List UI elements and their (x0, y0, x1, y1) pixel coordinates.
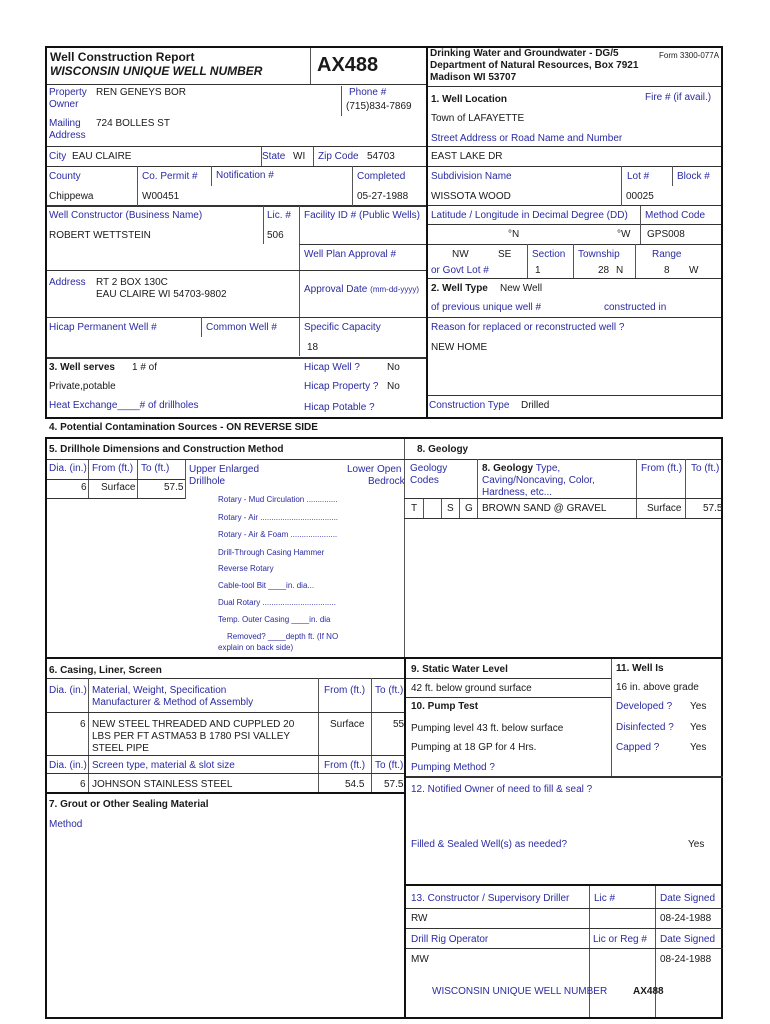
latlong-label: Latitude / Longitude in Decimal Degree (DD) (431, 210, 628, 221)
street-label: Street Address or Road Name and Number (431, 133, 623, 144)
lower-open-label: Lower Open (347, 464, 402, 475)
state-value: WI (293, 151, 306, 162)
county-value: Chippewa (49, 191, 94, 202)
township-label: Township (578, 249, 620, 260)
geology-description: BROWN SAND @ GRAVEL (482, 503, 607, 514)
geology-desc-label-2: Caving/Noncaving, Color, (482, 475, 595, 486)
completed-value: 05-27-1988 (357, 191, 409, 202)
well-serves-type: Private,potable (49, 381, 116, 392)
construction-type-label: Construction Type (429, 400, 510, 411)
common-well-label: Common Well # (206, 322, 277, 333)
well-is-value: 16 in. above grade (616, 682, 699, 693)
drillhole-from-value: Surface (101, 482, 136, 493)
notification-label: Notification # (216, 170, 274, 181)
geology-code-1: T (411, 503, 418, 514)
reason-value: NEW HOME (431, 342, 488, 353)
disinfected-value: Yes (690, 722, 707, 733)
screen-label: Screen type, material & slot size (92, 760, 235, 771)
address-line-2: EAU CLAIRE WI 54703-9802 (96, 289, 227, 300)
screen-to-label: To (ft.) (375, 760, 404, 771)
geology-code-2: S (447, 503, 454, 514)
zip-value: 54703 (367, 151, 395, 162)
filled-sealed-value: Yes (688, 839, 705, 850)
hicap-potable-label: Hicap Potable ? (304, 402, 375, 413)
town-value: Town of LAFAYETTE (431, 113, 525, 124)
hicap-permanent-label: Hicap Permanent Well # (49, 322, 157, 333)
agency-line-1: Drinking Water and Groundwater - DG/5 (430, 48, 619, 59)
subdivision-value: WISSOTA WOOD (431, 191, 511, 202)
bedrock-label: Bedrock (368, 476, 405, 487)
township-value: 28 (598, 265, 610, 276)
footer-label: WISCONSIN UNIQUE WELL NUMBER (432, 986, 608, 997)
casing-to-value: 55 (393, 719, 405, 730)
form-title: Well Construction Report (50, 50, 195, 64)
pumping-method-label: Pumping Method ? (411, 762, 495, 773)
capped-label: Capped ? (616, 742, 660, 753)
method-rotary-air: Rotary - Air ................................... (218, 513, 339, 522)
street-value: EAST LAKE DR (431, 151, 503, 162)
grout-method-label: Method (49, 819, 83, 830)
drillhole-from-label: From (ft.) (92, 463, 134, 474)
geology-desc-label-1: 8. Geology Type, (482, 463, 561, 474)
quarter-2: SE (498, 249, 512, 260)
pumping-rate: Pumping at 18 GP for 4 Hrs. (411, 742, 537, 753)
screen-to-value: 57.5 (384, 779, 404, 790)
lot-value: 00025 (626, 191, 654, 202)
geology-to-value: 57.5 (703, 503, 723, 514)
method-rotary-mud: Rotary - Mud Circulation .............. (218, 495, 338, 504)
casing-material-2: LBS PER FT ASTMA53 B 1780 PSI VALLEY (92, 731, 291, 742)
developed-label: Developed ? (616, 701, 673, 712)
notified-owner-label: 12. Notified Owner of need to fill & seal ? (411, 784, 593, 795)
section-label: Section (532, 249, 566, 260)
agency-line-2: Department of Natural Resources, Box 7921 (430, 60, 639, 71)
address-label: Address (49, 277, 86, 288)
range-direction: W (689, 265, 699, 276)
reason-label: Reason for replaced or reconstructed well ? (431, 322, 625, 333)
section-value: 1 (535, 265, 541, 276)
co-permit-label: Co. Permit # (142, 171, 198, 182)
casing-dia-value: 6 (80, 719, 86, 730)
well-location-title: 1. Well Location (431, 94, 507, 105)
geology-from-label: From (ft.) (641, 463, 683, 474)
facility-label: Facility ID # (Public Wells) (304, 210, 420, 221)
constructor-driller-label: 13. Constructor / Supervisory Driller (411, 893, 570, 904)
block-label: Block # (677, 171, 710, 182)
disinfected-label: Disinfected ? (616, 722, 674, 733)
driller-date-value: 08-24-1988 (660, 913, 712, 924)
contamination-title: 4. Potential Contamination Sources - ON REVERSE SIDE (49, 422, 318, 433)
screen-dia-label: Dia. (in.) (49, 760, 87, 771)
geology-to-label: To (ft.) (691, 463, 720, 474)
approval-date-label: Approval Date (mm-dd-yyyy) (304, 284, 420, 295)
screen-dia-value: 6 (80, 779, 86, 790)
developed-value: Yes (690, 701, 707, 712)
state-label: State (262, 151, 286, 162)
screen-from-value: 54.5 (345, 779, 365, 790)
township-direction: N (616, 265, 624, 276)
method-rotary-air-foam: Rotary - Air & Foam ..................... (218, 530, 338, 539)
hicap-well-value: No (387, 362, 400, 373)
method-code-label: Method Code (645, 210, 706, 221)
constructor-label: Well Constructor (Business Name) (49, 210, 203, 221)
zip-label: Zip Code (318, 151, 359, 162)
pumping-level: Pumping level 43 ft. below surface (411, 723, 564, 734)
method-cable-tool: Cable-tool Bit ____in. dia... (218, 581, 315, 590)
address-line-1: RT 2 BOX 130C (96, 277, 168, 288)
rig-operator-label: Drill Rig Operator (411, 934, 489, 945)
hicap-property-value: No (387, 381, 400, 392)
method-casing-hammer: Drill-Through Casing Hammer (218, 548, 325, 557)
pump-test-title: 10. Pump Test (411, 701, 479, 712)
well-is-title: 11. Well Is (616, 663, 664, 674)
heat-exchange-label: Heat Exchange____# of drillholes (49, 400, 199, 411)
govt-lot-label: or Govt Lot # (431, 265, 489, 276)
well-type-value: New Well (500, 283, 543, 294)
casing-material-label-1: Material, Weight, Specification (92, 685, 227, 696)
drillhole-to-value: 57.5 (164, 482, 184, 493)
casing-from-value: Surface (330, 719, 365, 730)
drillhole-dia-value: 6 (81, 482, 87, 493)
driller-value: RW (411, 913, 428, 924)
screen-from-label: From (ft.) (324, 760, 366, 771)
geology-title: 8. Geology (417, 444, 469, 455)
city-label: City (49, 151, 67, 162)
drillhole-label: Drillhole (189, 476, 226, 487)
mailing-value: 724 BOLLES ST (96, 118, 170, 129)
hicap-property-label: Hicap Property ? (304, 381, 379, 392)
constructed-in-label: constructed in (604, 302, 667, 313)
county-label: County (49, 171, 81, 182)
construction-type-value: Drilled (521, 400, 550, 411)
fire-label: Fire # (if avail.) (645, 92, 712, 103)
subdivision-label: Subdivision Name (431, 171, 512, 182)
method-code-value: GPS008 (647, 229, 685, 240)
method-removed: Removed? ____depth ft. (If NO (227, 632, 339, 641)
city-value: EAU CLAIRE (72, 151, 132, 162)
mailing-label: Mailing Address (49, 118, 86, 141)
upper-enlarged-label: Upper Enlarged (189, 464, 260, 475)
filled-sealed-label: Filled & Sealed Well(s) as needed? (411, 839, 568, 850)
range-value: 8 (664, 265, 670, 276)
hicap-well-label: Hicap Well ? (304, 362, 360, 373)
well-serves-count: 1 # of (132, 362, 158, 373)
owner-value: REN GENEYS BOR (96, 87, 187, 98)
driller-lic-label: Lic # (594, 893, 616, 904)
phone-label: Phone # (349, 87, 387, 98)
previous-well-label: of previous unique well # (431, 302, 542, 313)
form-subtitle: WISCONSIN UNIQUE WELL NUMBER (50, 64, 263, 78)
drillhole-title: 5. Drillhole Dimensions and Construction Method (49, 444, 284, 455)
capped-value: Yes (690, 742, 707, 753)
agency-line-3: Madison WI 53707 (430, 72, 517, 83)
casing-title: 6. Casing, Liner, Screen (49, 665, 162, 676)
well-serves-title: 3. Well serves (49, 362, 115, 373)
grout-title: 7. Grout or Other Sealing Material (49, 799, 209, 810)
constructor-value: ROBERT WETTSTEIN (49, 230, 151, 241)
range-label: Range (652, 249, 682, 260)
casing-material-3: STEEL PIPE (92, 743, 149, 754)
lot-label: Lot # (627, 171, 650, 182)
lat-unit: °N (508, 229, 520, 240)
geology-from-value: Surface (647, 503, 682, 514)
well-type-title: 2. Well Type (431, 283, 488, 294)
well-number: AX488 (317, 54, 379, 76)
lic-value: 506 (267, 230, 284, 241)
casing-material-1: NEW STEEL THREADED AND CUPPLED 20 (92, 719, 295, 730)
rig-operator-value: MW (411, 954, 429, 965)
geology-code-3: G (465, 503, 473, 514)
casing-material-label-2: Manufacturer & Method of Assembly (92, 697, 254, 708)
footer-well-number: AX488 (633, 986, 664, 997)
geology-codes-label-2: Codes (410, 475, 439, 486)
static-water-title: 9. Static Water Level (411, 664, 508, 675)
rig-date-value: 08-24-1988 (660, 954, 712, 965)
casing-dia-label: Dia. (in.) (49, 685, 87, 696)
long-unit: °W (617, 229, 631, 240)
static-water-value: 42 ft. below ground surface (411, 683, 532, 694)
drillhole-to-label: To (ft.) (141, 463, 170, 474)
lic-label: Lic. # (267, 210, 291, 221)
geology-desc-label-3: Hardness, etc... (482, 487, 553, 498)
driller-date-label: Date Signed (660, 893, 716, 904)
method-temp-casing: Temp. Outer Casing ____in. dia (218, 615, 331, 624)
phone-value: (715)834-7869 (346, 101, 412, 112)
method-dual-rotary: Dual Rotary ................................. (218, 598, 336, 607)
geology-codes-label-1: Geology (410, 463, 448, 474)
method-reverse-rotary: Reverse Rotary (218, 564, 274, 573)
co-permit-value: W00451 (142, 191, 180, 202)
casing-to-label: To (ft.) (375, 685, 404, 696)
quarter-1: NW (452, 249, 469, 260)
drillhole-dia-label: Dia. (in.) (49, 463, 87, 474)
specific-capacity-value: 18 (307, 342, 319, 353)
specific-capacity-label: Specific Capacity (304, 322, 381, 333)
rig-lic-label: Lic or Reg # (593, 934, 647, 945)
owner-label: Property Owner (49, 87, 87, 110)
plan-approval-label: Well Plan Approval # (304, 249, 397, 260)
method-explain: explain on back side) (218, 643, 294, 652)
screen-value: JOHNSON STAINLESS STEEL (92, 779, 233, 790)
completed-label: Completed (357, 171, 406, 182)
form-number: Form 3300-077A (659, 51, 720, 60)
casing-from-label: From (ft.) (324, 685, 366, 696)
rig-date-label: Date Signed (660, 934, 716, 945)
